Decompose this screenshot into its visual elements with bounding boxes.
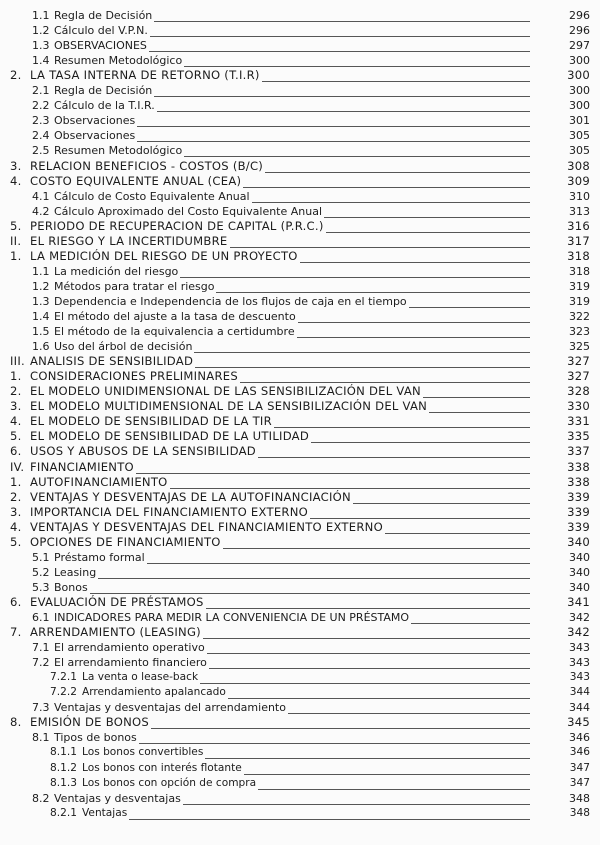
toc-entry-number: 8.1 (32, 731, 50, 745)
toc-entry-title: VENTAJAS Y DESVENTAJAS DE LA AUTOFINANCIACIÓN (30, 489, 351, 504)
toc-entry[interactable] (0, 535, 600, 550)
toc-entry-number: 3. (10, 504, 22, 519)
toc-entry[interactable] (0, 143, 600, 158)
toc-entry-title: INDICADORES PARA MEDIR LA CONVENIENCIA DE UN PRÉSTAMO (54, 611, 410, 624)
toc-entry[interactable] (0, 505, 600, 520)
toc-entry-page-number: 296 (569, 24, 590, 38)
toc-entry-title: EL MODELO DE SENSIBILIDAD DE LA UTILIDAD (30, 429, 310, 444)
toc-entry-page-number: 340 (569, 565, 590, 579)
toc-entry-title: Observaciones (54, 114, 136, 128)
toc-dot-leader (54, 578, 530, 579)
toc-entry-number: 1.1 (32, 264, 50, 278)
toc-entry-page-number: 300 (567, 68, 590, 83)
toc-entry-title: Bonos (54, 580, 88, 594)
toc-entry-title: Resumen Metodológico (54, 144, 183, 158)
toc-entry-number: 2.1 (32, 84, 50, 98)
toc-entry[interactable] (0, 234, 600, 249)
toc-entry-number: 5. (10, 534, 22, 549)
toc-entry-page-number: 300 (569, 54, 590, 68)
toc-entry[interactable] (0, 490, 600, 505)
toc-entry-number: 2.3 (32, 114, 50, 128)
toc-entry[interactable] (0, 444, 600, 459)
toc-entry[interactable] (0, 791, 600, 806)
toc-entry-number: 1.2 (32, 24, 50, 38)
toc-entry[interactable] (0, 354, 600, 369)
toc-entry-number: IV. (10, 459, 25, 474)
toc-entry-title: AUTOFINANCIAMIENTO (30, 474, 168, 489)
toc-entry-title: El método del ajuste a la tasa de descuento (54, 310, 296, 323)
toc-entry[interactable] (0, 670, 600, 685)
toc-entry[interactable] (0, 384, 600, 399)
toc-entry-number: 4. (10, 414, 22, 429)
toc-entry-page-number: 318 (567, 248, 590, 263)
toc-entry-number: 5. (10, 218, 22, 233)
toc-entry-title: Los bonos convertibles (82, 746, 204, 759)
toc-entry[interactable] (0, 98, 600, 113)
toc-entry[interactable] (0, 610, 600, 625)
toc-entry-title: El arrendamiento financiero (54, 656, 207, 670)
toc-entry-title: IMPORTANCIA DEL FINANCIAMIENTO EXTERNO (30, 504, 309, 519)
toc-entry-title: OPCIONES DE FINANCIAMIENTO (30, 534, 221, 549)
toc-entry[interactable] (0, 38, 600, 53)
toc-entry-title: Cálculo del V.P.N. (54, 24, 148, 38)
toc-entry-title: LA MEDICIÓN DEL RIESGO DE UN PROYECTO (30, 248, 298, 263)
toc-entry-number: 8.1.2 (50, 761, 77, 774)
toc-entry-number: 7. (10, 625, 22, 640)
toc-entry-title: Dependencia e Independencia de los flujos de caja en el tiempo (54, 294, 407, 308)
toc-entry-number: 1.4 (32, 54, 50, 68)
toc-entry-page-number: 305 (569, 129, 590, 143)
toc-entry-number: 1. (10, 248, 22, 263)
toc-entry-page-number: 297 (569, 39, 590, 53)
toc-entry-number: 5.1 (32, 550, 50, 564)
toc-entry-number: 3. (10, 399, 22, 414)
toc-entry-number: 8. (10, 715, 22, 730)
toc-entry-title: Regla de Decisión (54, 9, 153, 22)
toc-entry-title: LA TASA INTERNA DE RETORNO (T.I.R) (30, 68, 260, 83)
toc-entry-title: El arrendamiento operativo (54, 641, 205, 655)
toc-entry-title: Los bonos con interés flotante (82, 761, 242, 774)
toc-entry-number: 2.2 (32, 99, 50, 113)
toc-entry-title: La venta o lease-back (82, 671, 199, 684)
toc-entry-title: EVALUACIÓN DE PRÉSTAMOS (30, 594, 204, 609)
toc-entry-page-number: 344 (569, 701, 590, 715)
toc-entry-page-number: 335 (567, 429, 590, 444)
toc-entry-number: 8.2.1 (50, 806, 77, 819)
toc-entry-title: Préstamo formal (54, 550, 145, 564)
toc-entry-number: 2. (10, 384, 22, 399)
toc-entry-page-number: 348 (569, 806, 590, 819)
toc-entry-page-number: 340 (569, 550, 590, 564)
toc-entry-number: 1. (10, 369, 22, 384)
toc-entry-title: Resumen Metodológico (54, 54, 183, 68)
toc-entry[interactable] (0, 279, 600, 294)
toc-entry-number: 7.2.2 (50, 686, 77, 699)
toc-entry[interactable] (0, 339, 600, 354)
toc-entry-page-number: 310 (569, 189, 590, 203)
toc-entry-number: 2.5 (32, 144, 50, 158)
toc-entry-page-number: 343 (569, 641, 590, 655)
toc-entry[interactable] (0, 595, 600, 610)
toc-entry-number: 8.2 (32, 791, 50, 805)
toc-entry-page-number: 309 (567, 173, 590, 188)
toc-entry-number: 7.2.1 (50, 671, 77, 684)
toc-entry-title: Leasing (54, 565, 97, 579)
toc-entry-number: 6. (10, 594, 22, 609)
toc-entry[interactable] (0, 68, 600, 83)
toc-entry-page-number: 343 (569, 656, 590, 670)
toc-entry-page-number: 330 (567, 399, 590, 414)
toc-entry-page-number: 301 (569, 114, 590, 128)
toc-entry-title: EMISIÓN DE BONOS (30, 715, 149, 730)
toc-entry-page-number: 305 (569, 144, 590, 158)
toc-entry-page-number: 327 (567, 369, 590, 384)
toc-entry-page-number: 342 (567, 625, 590, 640)
toc-entry-title: Los bonos con opción de compra (82, 776, 257, 789)
toc-entry[interactable] (0, 715, 600, 730)
toc-entry-number: 7.1 (32, 641, 50, 655)
toc-entry-number: 1.4 (32, 310, 50, 323)
toc-entry-page-number: 316 (567, 218, 590, 233)
toc-entry-title: COSTO EQUIVALENTE ANUAL (CEA) (30, 173, 242, 188)
toc-entry[interactable] (0, 204, 600, 219)
toc-entry-number: 6.1 (32, 611, 50, 624)
toc-entry-number: 1.3 (32, 39, 50, 53)
toc-entry-title: Cálculo de la T.I.R. (54, 99, 155, 113)
toc-entry-page-number: 342 (569, 611, 590, 624)
toc-entry-title: Uso del árbol de decisión (54, 340, 193, 354)
toc-entry-title: Ventajas y desventajas del arrendamiento (54, 701, 286, 715)
toc-entry-page-number: 338 (567, 474, 590, 489)
toc-entry-title: Arrendamiento apalancado (82, 686, 226, 699)
toc-entry[interactable] (0, 264, 600, 279)
toc-entry-title: FINANCIAMIENTO (30, 459, 134, 474)
toc-entry-number: 2. (10, 68, 22, 83)
toc-entry[interactable] (0, 399, 600, 414)
toc-entry-page-number: 300 (569, 99, 590, 113)
toc-entry[interactable] (0, 8, 600, 23)
toc-entry-title: PERIODO DE RECUPERACION DE CAPITAL (P.R.C.) (30, 218, 324, 233)
toc-entry-number: 1.3 (32, 294, 50, 308)
toc-entry-page-number: 346 (569, 731, 590, 745)
toc-entry-page-number: 340 (569, 580, 590, 594)
toc-entry-page-number: 340 (567, 534, 590, 549)
toc-entry-page-number: 328 (567, 384, 590, 399)
toc-entry-number: 8.1.1 (50, 746, 77, 759)
toc-entry[interactable] (0, 159, 600, 174)
toc-entry-page-number: 319 (569, 279, 590, 293)
toc-entry-number: 2. (10, 489, 22, 504)
toc-entry-title: Métodos para tratar el riesgo (54, 279, 215, 293)
toc-entry-page-number: 325 (569, 340, 590, 354)
toc-entry-number: 5. (10, 429, 22, 444)
toc-entry-title: Observaciones (54, 129, 136, 143)
toc-entry-title: Ventajas (82, 806, 128, 819)
toc-entry-title: VENTAJAS Y DESVENTAJAS DEL FINANCIAMIENTO EXTERNO (30, 519, 383, 534)
toc-entry[interactable] (0, 550, 600, 565)
toc-entry-page-number: 341 (567, 594, 590, 609)
toc-entry-number: 2.4 (32, 129, 50, 143)
toc-entry[interactable] (0, 625, 600, 640)
toc-entry-page-number: 323 (569, 325, 590, 339)
toc-entry-number: 6. (10, 444, 22, 459)
toc-entry-page-number: 338 (567, 459, 590, 474)
toc-entry-number: 1.2 (32, 279, 50, 293)
toc-entry-page-number: 313 (569, 204, 590, 218)
toc-entry-title: Cálculo Aproximado del Costo Equivalente Anual (54, 204, 323, 218)
toc-entry[interactable] (0, 655, 600, 670)
toc-entry-title: EL RIESGO Y LA INCERTIDUMBRE (30, 233, 228, 248)
toc-entry-number: 5.3 (32, 580, 50, 594)
toc-entry[interactable] (0, 475, 600, 490)
toc-entry-number: 7.3 (32, 701, 50, 715)
toc-entry[interactable] (0, 520, 600, 535)
toc-entry-title: ARRENDAMIENTO (LEASING) (30, 625, 201, 640)
toc-entry-number: 8.1.3 (50, 776, 77, 789)
toc-entry[interactable] (0, 640, 600, 655)
toc-entry-title: La medición del riesgo (54, 264, 179, 278)
toc-entry-page-number: 343 (569, 671, 590, 684)
toc-entry-number: 5.2 (32, 565, 50, 579)
toc-entry-page-number: 300 (569, 84, 590, 98)
toc-entry-page-number: 339 (567, 519, 590, 534)
toc-entry-page-number: 337 (567, 444, 590, 459)
toc-entry-number: 4. (10, 173, 22, 188)
toc-entry-title: Cálculo de Costo Equivalente Anual (54, 189, 250, 203)
toc-entry[interactable] (0, 294, 600, 309)
toc-entry[interactable] (0, 745, 600, 760)
toc-entry-number: 1.6 (32, 340, 50, 354)
toc-entry-page-number: 347 (569, 776, 590, 789)
toc-entry-page-number: 346 (569, 746, 590, 759)
toc-entry-page-number: 318 (569, 264, 590, 278)
toc-entry-title: Ventajas y desventajas (54, 791, 181, 805)
toc-entry[interactable] (0, 174, 600, 189)
toc-entry-title: EL MODELO DE SENSIBILIDAD DE LA TIR (30, 414, 272, 429)
toc-entry[interactable] (0, 309, 600, 324)
toc-entry-number: 1.1 (32, 9, 50, 22)
toc-entry-number: II. (10, 233, 22, 248)
toc-entry-number: 3. (10, 158, 22, 173)
toc-entry-page-number: 322 (569, 310, 590, 323)
toc-entry[interactable] (0, 685, 600, 700)
toc-entry-page-number: 317 (567, 233, 590, 248)
toc-entry[interactable] (0, 249, 600, 264)
toc-entry-number: 1. (10, 474, 22, 489)
toc-entry-page-number: 345 (567, 715, 590, 730)
toc-entry[interactable] (0, 23, 600, 38)
toc-entry[interactable] (0, 219, 600, 234)
toc-entry-page-number: 308 (567, 158, 590, 173)
toc-entry-number: 4.2 (32, 204, 50, 218)
toc-dot-leader (54, 593, 530, 594)
toc-entry[interactable] (0, 189, 600, 204)
toc-entry-title: Tipos de bonos (54, 731, 137, 745)
toc-entry[interactable] (0, 128, 600, 143)
toc-entry[interactable] (0, 700, 600, 715)
toc-entry[interactable] (0, 53, 600, 68)
toc-entry[interactable] (0, 580, 600, 595)
toc-entry-number: 1.5 (32, 325, 50, 339)
toc-entry[interactable] (0, 113, 600, 128)
toc-entry[interactable] (0, 429, 600, 444)
toc-entry-number: 4. (10, 519, 22, 534)
toc-entry[interactable] (0, 324, 600, 339)
toc-entry[interactable] (0, 730, 600, 745)
toc-entry[interactable] (0, 565, 600, 580)
toc-entry-page-number: 319 (569, 294, 590, 308)
toc-entry-page-number: 296 (569, 9, 590, 22)
toc-entry-number: III. (10, 354, 25, 369)
toc-entry-title: CONSIDERACIONES PRELIMINARES (30, 369, 238, 384)
toc-entry[interactable] (0, 369, 600, 384)
toc-entry-page-number: 327 (567, 354, 590, 369)
toc-entry-title: OBSERVACIONES (54, 39, 147, 53)
toc-entry-title: USOS Y ABUSOS DE LA SENSIBILIDAD (30, 444, 256, 459)
toc-entry-title: El método de la equivalencia a certidumbre (54, 325, 295, 339)
toc-entry-title: ANALISIS DE SENSIBILIDAD (30, 354, 194, 369)
toc-entry-page-number: 344 (569, 686, 590, 699)
toc-entry[interactable] (0, 83, 600, 98)
toc-entry-number: 7.2 (32, 656, 50, 670)
toc-entry-page-number: 339 (567, 489, 590, 504)
toc-entry-title: RELACION BENEFICIOS - COSTOS (B/C) (30, 158, 264, 173)
toc-entry-page-number: 331 (567, 414, 590, 429)
toc-entry[interactable] (0, 806, 600, 821)
toc-entry-title: Regla de Decisión (54, 84, 153, 98)
toc-entry-title: EL MODELO MULTIDIMENSIONAL DE LA SENSIBILIZACIÓN DEL VAN (30, 399, 428, 414)
toc-entry-page-number: 339 (567, 504, 590, 519)
toc-entry[interactable] (0, 761, 600, 776)
toc-entry[interactable] (0, 414, 600, 429)
toc-entry-number: 4.1 (32, 189, 50, 203)
toc-entry[interactable] (0, 460, 600, 475)
toc-entry-title: EL MODELO UNIDIMENSIONAL DE LAS SENSIBILIZACIÓN DEL VAN (30, 384, 421, 399)
toc-entry-page-number: 347 (569, 761, 590, 774)
toc-entry-page-number: 348 (569, 791, 590, 805)
toc-dot-leader (82, 819, 530, 820)
toc-entry[interactable] (0, 776, 600, 791)
